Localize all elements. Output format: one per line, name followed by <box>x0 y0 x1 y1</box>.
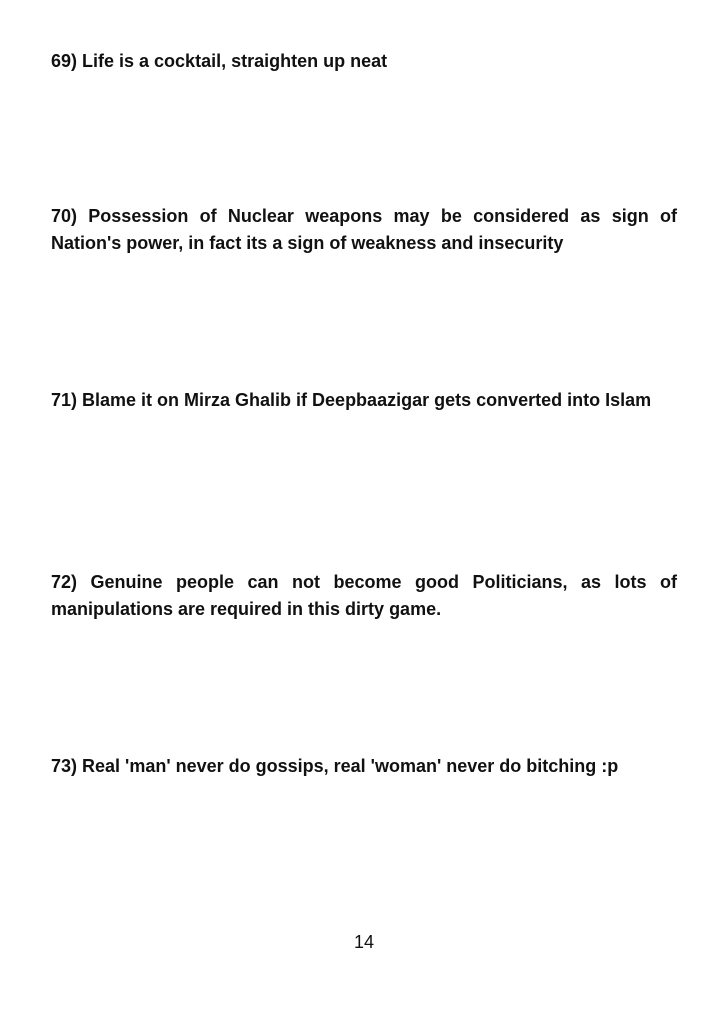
quote-72: 72) Genuine people can not become good Politicians, as lots of manipulations are required in this dirty game. <box>51 572 677 619</box>
page-number: 14 <box>353 932 375 952</box>
quote-69: 69) Life is a cocktail, straighten up neat <box>51 51 388 71</box>
quote-71: 71) Blame it on Mirza Ghalib if Deepbaazigar gets converted into Islam <box>51 390 652 410</box>
quote-70: 70) Possession of Nuclear weapons may be considered as sign of Nation's power, in fact its a sign of weakness and insecurity <box>51 206 677 253</box>
quote-73: 73) Real 'man' never do gossips, real 'woman' never do bitching :p <box>51 756 619 776</box>
